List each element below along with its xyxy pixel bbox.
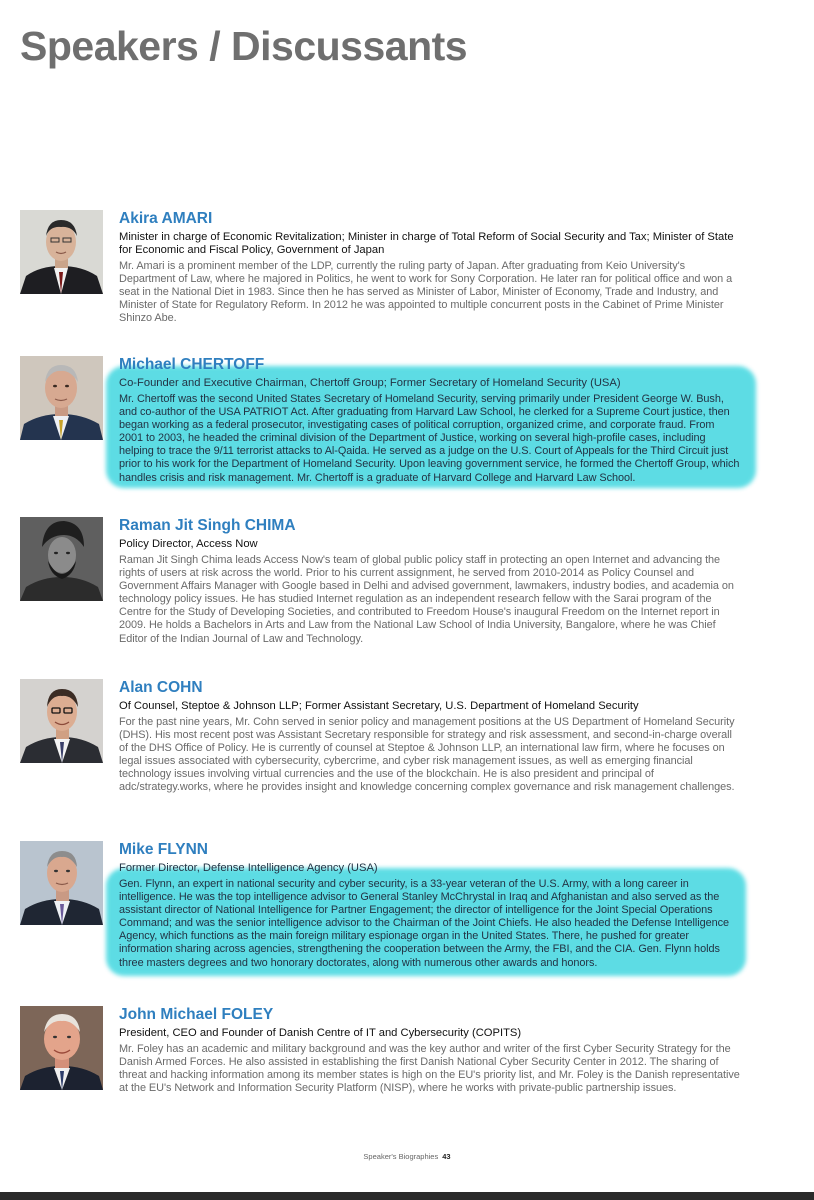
speaker-photo: [20, 841, 103, 925]
speaker-name: John Michael FOLEY: [119, 1006, 274, 1023]
bottom-bar: [0, 1192, 814, 1200]
speaker-photo: [20, 210, 103, 294]
speaker-photo: [20, 356, 103, 440]
speaker-bio: Raman Jit Singh Chima leads Access Now's team of global public policy staff in protecting an open Internet and advancing the rights of users at risk across the world. Prior to his current assignment, he served from 2010-2014 as Policy Counsel and Government Affairs Manager with Google based in Delhi and advised government, lawmakers, industry bodies, and academia on technology policy issues. He has studied Internet regulation as an independent research fellow with the Sarai program of the Centre for the Study of Developing Societies, and contributed to Freedom House's inaugural Freedom on the Internet report in 2009. He holds a Bachelors in Arts and Law from the National Law School of India University, Bangalore, where he was Chief Editor of the Indian Journal of Law and Technology.: [119, 554, 734, 645]
speaker-name: Raman Jit Singh CHIMA: [119, 517, 296, 534]
speaker-photo: [20, 679, 103, 763]
page-title: Speakers / Discussants: [20, 23, 468, 69]
speaker-role: Minister in charge of Economic Revitalization; Minister in charge of Total Reform of Social Security and Tax; Minister of State for Economic and Fiscal Policy, Government of Japan: [119, 231, 734, 256]
footer-section-label: Speaker's Biographies: [363, 1152, 439, 1161]
page-footer: [0, 1152, 814, 1161]
speaker-photo: [20, 1006, 103, 1090]
speaker-name: Mike FLYNN: [119, 841, 209, 858]
speaker-role: Co-Founder and Executive Chairman, Chertoff Group; Former Secretary of Homeland Security (USA): [119, 377, 621, 389]
page-number: 43: [442, 1152, 451, 1161]
speaker-bio: Mr. Amari is a prominent member of the LDP, currently the ruling party of Japan. After graduating from Keio University's Department of Law, where he majored in Politics, he went to work for Sony Corporation. He later ran for political office and won a seat in the National Diet in 1983. Since then he has served as Minister of Labor, Minister of Economy, Trade and Industry, and Minister of State for Regulatory Reform. In 2012 he was appointed to multiple concurrent posts in the Cabinet of Prime Minister Shinzo Abe.: [119, 260, 733, 325]
speaker-bio: Mr. Chertoff was the second United States Secretary of Homeland Security, serving primarily under President George W. Bush, and co-author of the USA PATRIOT Act. After graduating from Harvard Law School, he clerked for a Supreme Court justice, then began working as a federal prosecutor, investigating cases of political corruption, organized crime, and corporate fraud. From 2001 to 2003, he headed the criminal division of the Department of Justice, working on several high-profile cases, including helping to trace the 9/11 terrorist attacks to Al-Qaida. He served as a judge on the U.S. Court of Appeals for the Third Circuit just prior to his work for the Department of Homeland Security. Upon leaving government service, he formed the Chertoff Group, which handles crisis and risk management. Mr. Chertoff is a graduate of Harvard College and Harvard Law School.: [119, 393, 740, 484]
speaker-bio: For the past nine years, Mr. Cohn served in senior policy and management positions at the US Department of Homeland Security (DHS). His most recent post was Assistant Secretary responsible for strategy and risk assessment, and second-in-charge overall of the DHS Office of Policy. He is currently of counsel at Steptoe & Johnson LLP, an international law firm, where he focuses on legal issues associated with cybersecurity, cybercrime, and cyber risk management issues, as well as emerging financial technology issues involving virtual currencies and the use of the blockchain. He is also president and principal of adc/strategy.works, where he provides insight and knowledge concerning complex governance and risk management challenges.: [119, 716, 735, 794]
speaker-role: Of Counsel, Steptoe & Johnson LLP; Former Assistant Secretary, U.S. Department of Homeland Security: [119, 700, 639, 712]
speaker-name: Akira AMARI: [119, 210, 213, 227]
speaker-name: Alan COHN: [119, 679, 203, 696]
speaker-bio: Gen. Flynn, an expert in national security and cyber security, is a 33-year veteran of the U.S. Army, with a long career in intelligence. He was the top intelligence advisor to General Stanley McChrystal in Iraq and Afghanistan and also served as the assistant director of National Intelligence for Partner Engagement; the director of intelligence for the Joint Special Operations Command; and was the senior intelligence advisor to the Chairman of the Joint Chiefs. He also headed the Defense Intelligence Agency, which functions as the main foreign military espionage organ in the United States. There, he pushed for greater information sharing across agencies, strengthening the cooperation between the Army, the FBI, and the CIA. Gen. Flynn holds three masters degrees and two honorary doctorates, along with numerous other awards and honors.: [119, 878, 730, 969]
speaker-role: President, CEO and Founder of Danish Centre of IT and Cybersecurity (COPITS): [119, 1027, 522, 1039]
speaker-name: Michael CHERTOFF: [119, 356, 265, 373]
speaker-photo: [20, 517, 103, 601]
speaker-bio: Mr. Foley has an academic and military background and was the key author and writer of the first Cyber Security Strategy for the Danish Armed Forces. He also assisted in establishing the first Danish National Cyber Security Center in 2012. The sharing of threat and hacking information among its member states is high on the EU's priority list, and Mr. Foley is the Danish representative at the EU's Network and Information Security Platform (NISP), where he works with private-public partnership issues.: [119, 1043, 740, 1095]
speaker-role: Former Director, Defense Intelligence Agency (USA): [119, 862, 378, 874]
speaker-role: Policy Director, Access Now: [119, 538, 258, 550]
